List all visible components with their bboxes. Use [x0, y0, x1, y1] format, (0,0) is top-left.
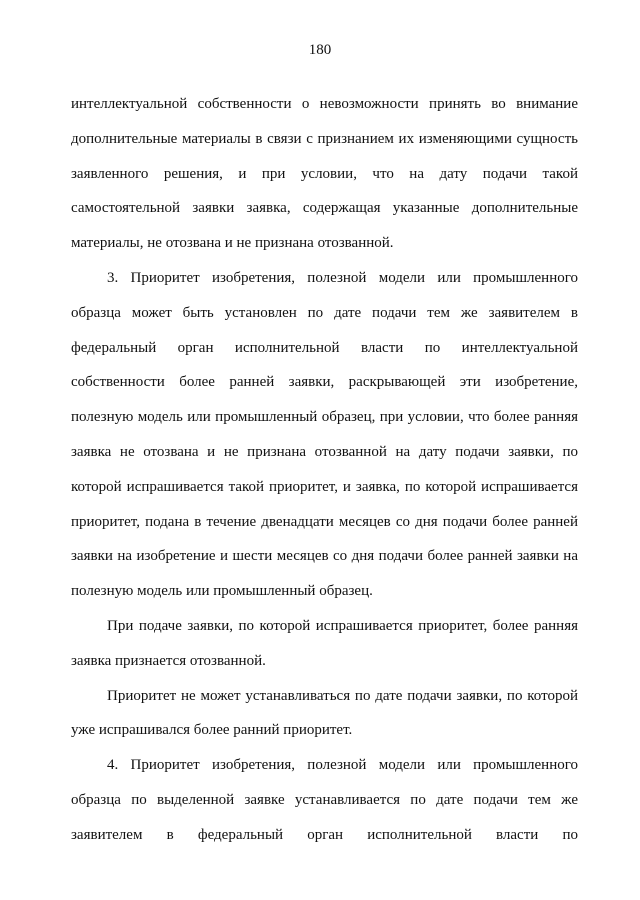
paragraph-earlier-application-withdrawn: При подаче заявки, по которой испрашивается приоритет, более ранняя заявка признается отозванной.: [71, 617, 578, 669]
paragraph-priority-restriction: Приоритет не может устанавливаться по дате подачи заявки, по которой уже испрашивался более ранний приоритет.: [71, 687, 578, 739]
paragraph-item-3: 3. Приоритет изобретения, полезной модели или промышленного образца может быть установлен по дате подачи тем же заявителем в федеральный орган исполнительной власти по интеллектуальной собственности более ранней заявки, раскрывающей эти изобретение, полезную модель или промышленный образец, при условии, что более ранняя заявка не отозвана и не признана отозванной на дату подачи заявки, по которой испрашивается такой приоритет, и заявка, по которой испрашивается приоритет, подана в течение двенадцати месяцев со дня подачи более ранней заявки на изобретение и шести месяцев со дня подачи более ранней заявки на полезную модель или промышленный образец.: [71, 269, 578, 600]
paragraph-item-4: 4. Приоритет изобретения, полезной модели или промышленного образца по выделенной заявке устанавливается по дате подачи тем же заявителем в федеральный орган исполнительной власти по: [71, 757, 578, 843]
document-body: [71, 87, 578, 853]
page-number: 180: [308, 42, 332, 58]
paragraph-continuation: интеллектуальной собственности о невозможности принять во внимание дополнительные материалы в связи с признанием их изменяющими сущность заявленного решения, и при условии, что на дату подачи такой самостоятельной заявки заявка, содержащая указанные дополнительные материалы, не отозвана и не признана отозванной.: [71, 96, 578, 252]
